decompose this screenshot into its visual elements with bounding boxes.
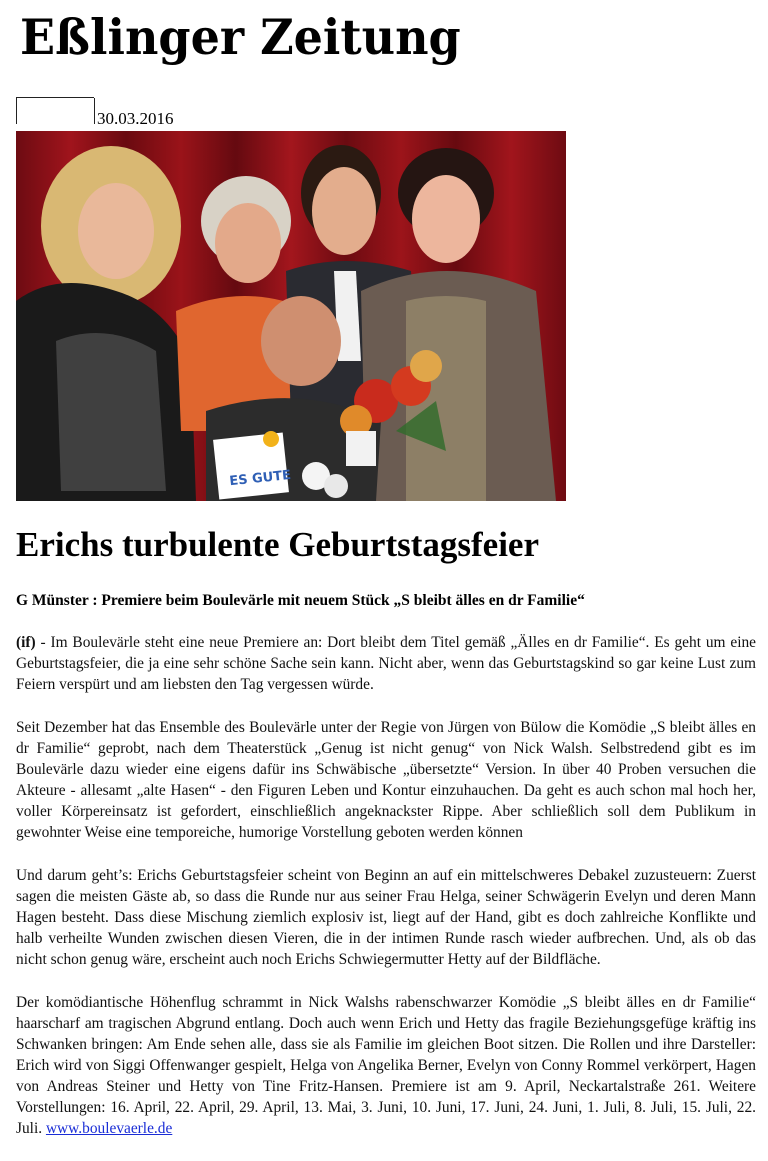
paragraph-4-text: Der komödiantische Höhenflug schrammt in Nick Walshs rabenschwarzer Komödie „S bleibt älles en dr Familie“ haarscharf am tragischen Abgrund entlang. Doch auch wenn Erich und Hetty das fragile Beziehungsgefüge kräftig ins Schwanken bringen: Am Ende sehen alle, dass sie als Familie im gleichen Boot sitzen. Die Rollen und ihre Darsteller: Erich wird von Siggi Offenwanger gespielt, Helga von Angelika Berner, Evelyn von Conny Rommel verkörpert, Hagen von Andreas Steiner und Hetty von Tine Fritz-Hansen. Premiere ist am 9. April, Neckartalstraße 261. Weitere Vorstellungen: 16. April, 22. April, 29. April, 13. Mai, 3. Juni, 10. Juni, 17. Juni, 24. Juni, 1. Juli, 8. Juli, 15. Juli, 22. Juli. — [16, 994, 756, 1137]
article-photo — [16, 131, 566, 501]
date-frame — [16, 97, 94, 124]
author-tag: (if) — [16, 634, 36, 651]
paragraph-2: Seit Dezember hat das Ensemble des Boulevärle unter der Regie von Jürgen von Bülow die Komödie „S bleibt älles en dr Familie“ geprobt, nach dem Theaterstück „Genug ist nicht genug“ von Nick Walsh. Selbstredend gibt es im Boulevärle dazu wieder eine eigens dafür ins Schwäbische „übersetzte“ Version. In über 40 Proben versuchen die Akteure - allesamt „alte Hasen“ - den Figuren Leben und Kontur einzuhauchen. Da geht es auch schon mal hoch her, voller Körpereinsatz ist gefordert, einschließlich angeknackster Rippe. Aber schließlich soll dem Publikum in gewohnter Weise eine temporeiche, humorige Vorstellung geboten werden können — [16, 719, 756, 841]
masthead-logo: Eßlinger Zeitung — [20, 8, 461, 66]
article-headline: Erichs turbulente Geburtstagsfeier — [16, 525, 539, 564]
article-body — [16, 632, 756, 1161]
paragraph-4 — [16, 992, 756, 1139]
paragraph-1 — [16, 632, 756, 695]
paragraph-1-text: - Im Boulevärle steht eine neue Premiere an: Dort bleibt dem Titel gemäß „Älles en dr Familie“. Es geht um eine Geburtstagsfeier, die ja eine sehr schöne Sache sein kann. Nicht aber, wenn das Geburtstagskind so gar keine Lust zum Feiern verspürt und am liebsten den Tag vergessen würde. — [16, 634, 756, 693]
publication-date: 30.03.2016 — [97, 109, 174, 128]
card-text: ES GUTE — [228, 467, 292, 490]
article-subhead: G Münster : Premiere beim Boulevärle mit neuem Stück „S bleibt älles en dr Familie“ — [16, 592, 585, 609]
website-link[interactable]: www.boulevaerle.de — [45, 1120, 173, 1137]
paragraph-3: Und darum geht’s: Erichs Geburtstagsfeier scheint von Beginn an auf ein mittelschweres Debakel zuzusteuern: Zuerst sagen die meisten Gäste ab, so dass die Runde nur aus seiner Frau Helga, seiner Schwägerin Evelyn und deren Mann Hagen besteht. Dass diese Mischung ziemlich explosiv ist, liegt auf der Hand, gibt es doch zahlreiche Konflikte und halb verheilte Wunden zwischen diesen Vieren, die in der intimen Runde rasch wieder aufbrechen. Und, als ob das nicht schon genug wäre, erscheint auch noch Erichs Schwiegermutter Hetty auf der Bildfläche. — [16, 867, 756, 968]
